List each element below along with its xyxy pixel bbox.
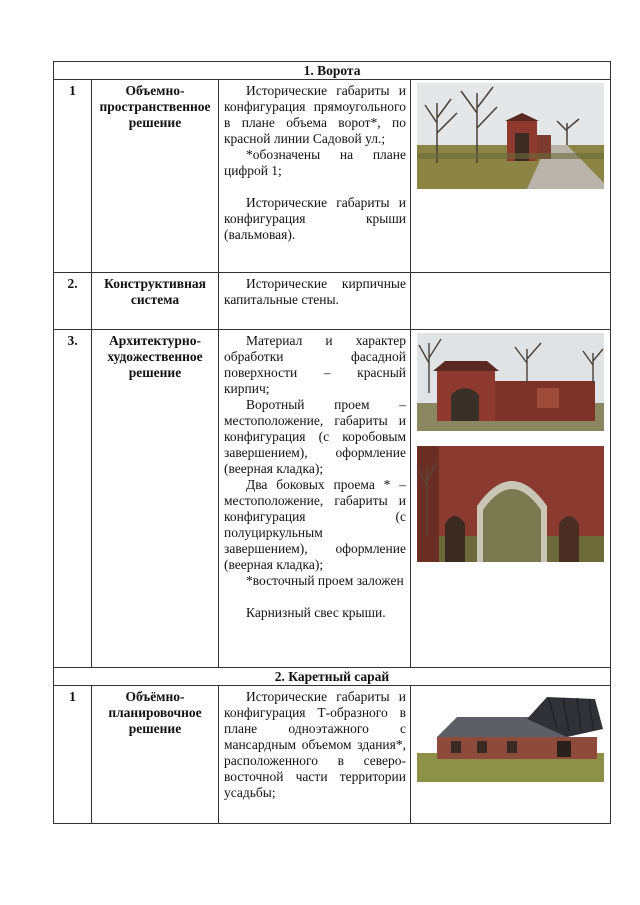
table-row bbox=[54, 273, 611, 330]
description-paragraph: Материал и характер обработки фасадной поверхности – красный кирпич; bbox=[224, 333, 406, 396]
gate-side-photo bbox=[417, 333, 604, 431]
row-number: 2. bbox=[54, 273, 92, 330]
photo-cell bbox=[411, 80, 611, 273]
section-title: 1. Ворота bbox=[54, 62, 611, 80]
photo-cell bbox=[411, 330, 611, 668]
row-description bbox=[219, 80, 411, 273]
row-description bbox=[219, 273, 411, 330]
description-paragraph: *обозначены на плане цифрой 1; bbox=[224, 147, 406, 178]
description-paragraph: *восточный проем заложен bbox=[246, 573, 404, 588]
description-paragraph: Исторические габариты и конфигурация прямоугольного в плане объема ворот*, по красной линии Садовой ул.; bbox=[224, 83, 406, 146]
table-row bbox=[54, 80, 611, 273]
photo-cell bbox=[411, 686, 611, 824]
row-name: Архитектурно-художественное решение bbox=[92, 330, 219, 668]
row-description bbox=[219, 686, 411, 824]
row-name: Объёмно-планировочное решение bbox=[92, 686, 219, 824]
section-header-carriage-shed bbox=[54, 668, 611, 686]
attributes-table bbox=[53, 61, 611, 824]
description-paragraph: Исторические габариты и конфигурация Т-образного в плане одноэтажного с мансардным объемом здания*, расположенного в северо-восточной части территории усадьбы; bbox=[224, 689, 406, 800]
gate-road-photo bbox=[417, 83, 604, 189]
description-paragraph: Исторические габариты и конфигурация крыши (вальмовая). bbox=[224, 195, 406, 242]
carriage-shed-photo bbox=[417, 689, 604, 782]
description-paragraph: Воротный проем – местоположение, габариты и конфигурация (с коробовым завершением), оформление (веерная кладка); bbox=[224, 397, 406, 476]
photo-cell bbox=[411, 273, 611, 330]
gate-arch-photo bbox=[417, 446, 604, 562]
description-paragraph: Карнизный свес крыши. bbox=[246, 605, 386, 620]
row-name: Объемно-пространственное решение bbox=[92, 80, 219, 273]
table-row bbox=[54, 330, 611, 668]
description-paragraph: Исторические кирпичные капитальные стены. bbox=[224, 276, 406, 307]
section-title: 2. Каретный сарай bbox=[54, 668, 611, 686]
row-number: 1 bbox=[54, 80, 92, 273]
row-number: 3. bbox=[54, 330, 92, 668]
row-description bbox=[219, 330, 411, 668]
row-number: 1 bbox=[54, 686, 92, 824]
table-row bbox=[54, 686, 611, 824]
description-paragraph: Два боковых проема * – местоположение, габариты и конфигурация (с полуциркульным завершением), оформление (веерная кладка); bbox=[224, 477, 406, 572]
section-header-gate bbox=[54, 62, 611, 80]
row-name: Конструктивная система bbox=[92, 273, 219, 330]
